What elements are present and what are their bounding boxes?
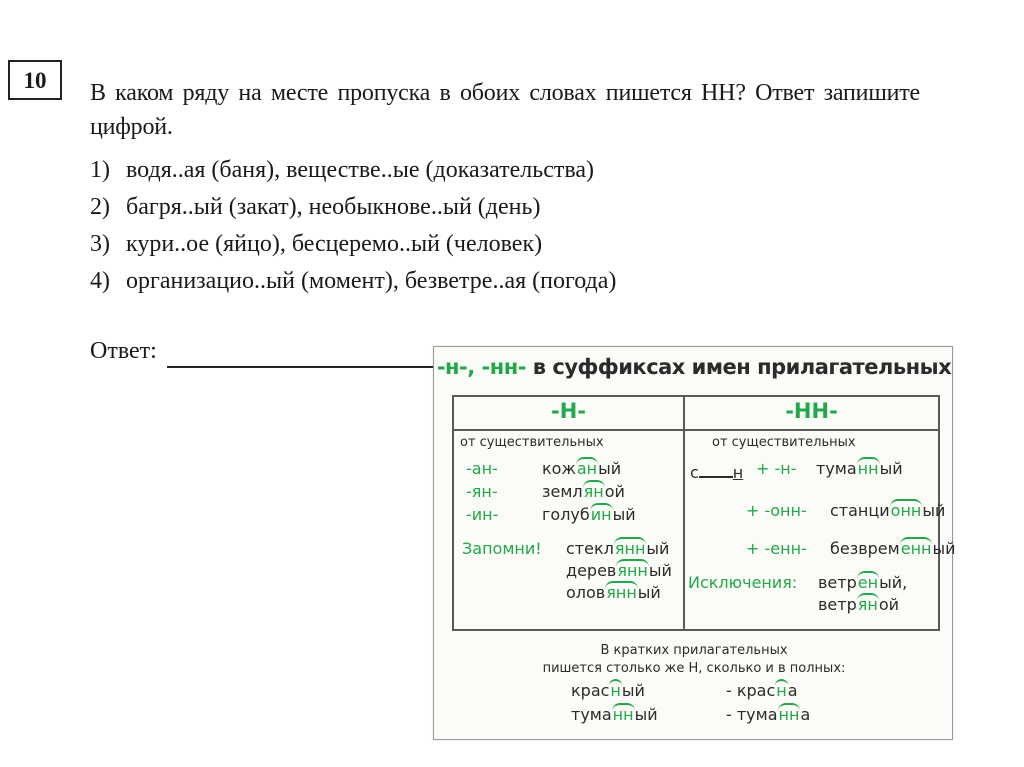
right-subheader: от существительных [712, 435, 856, 450]
task-number: 10 [8, 60, 62, 100]
answer-row [90, 334, 437, 368]
answer-options [90, 152, 616, 300]
option-2 [90, 189, 616, 226]
right-column-header: -НН- [785, 399, 838, 423]
option-1 [90, 152, 616, 189]
suffix-an: -ан- [466, 459, 498, 478]
option-text: кури..ое (яйцо), бесцеремо..ый (человек) [126, 231, 543, 257]
example-word: земляной [542, 482, 625, 501]
remember-word: деревянный [566, 561, 672, 580]
header-divider [454, 429, 938, 431]
option-number: 3) [90, 231, 110, 257]
suffix-enn: + -енн- [746, 539, 807, 558]
formula-noun-stem: с н [690, 463, 744, 482]
option-text: водя..ая (баня), веществе..ые (доказательства) [126, 157, 595, 183]
example-word: голубиный [542, 505, 636, 524]
answer-line[interactable] [167, 340, 437, 368]
full-adjective-example: туманный [571, 705, 658, 724]
rule-table [452, 395, 956, 631]
suffix-n: + -н- [756, 459, 797, 478]
remember-word: оловянный [566, 583, 661, 602]
left-column-header: -Н- [550, 399, 586, 423]
card-title-suffixes: -н-, -нн- [436, 355, 526, 379]
example-word: кожаный [542, 459, 622, 478]
remember-label: Запомни! [462, 539, 542, 558]
example-word: туманный [816, 459, 903, 478]
short-adjectives-rule: пишется столько же Н, сколько и в полных: [542, 661, 846, 676]
short-adjective-example: - красна [726, 681, 798, 700]
option-text: организацио..ый (момент), безветре..ая (погода) [126, 268, 617, 294]
example-word: безвременный [830, 539, 956, 558]
suffix-yan: -ян- [466, 482, 498, 501]
short-adjectives-title: В кратких прилагательных [600, 643, 788, 658]
card-title [434, 355, 954, 379]
exception-word: ветряной [818, 595, 900, 614]
option-4 [90, 263, 616, 300]
left-subheader: от существительных [460, 435, 604, 450]
suffix-in: -ин- [466, 505, 499, 524]
exceptions-label: Исключения: [688, 573, 798, 592]
full-adjective-example: красный [571, 681, 645, 700]
option-text: багря..ый (закат), необыкнове..ый (день) [126, 194, 541, 220]
option-number: 4) [90, 268, 110, 294]
answer-label: Ответ: [90, 338, 157, 364]
short-adjective-example: - туманна [726, 705, 811, 724]
rule-card [433, 346, 956, 740]
question-text: В каком ряду на месте пропуска в обоих словах пишется НН? Ответ запишите цифрой. [90, 80, 920, 140]
column-divider [683, 397, 685, 629]
option-number: 2) [90, 194, 110, 220]
suffix-onn: + -онн- [746, 501, 807, 520]
option-3 [90, 226, 616, 263]
example-word: станционный [830, 501, 946, 520]
card-title-text: в суффиксах имен прилагательных [526, 355, 952, 379]
exception-word: ветреный, [818, 573, 908, 592]
option-number: 1) [90, 157, 110, 183]
remember-word: стеклянный [566, 539, 670, 558]
